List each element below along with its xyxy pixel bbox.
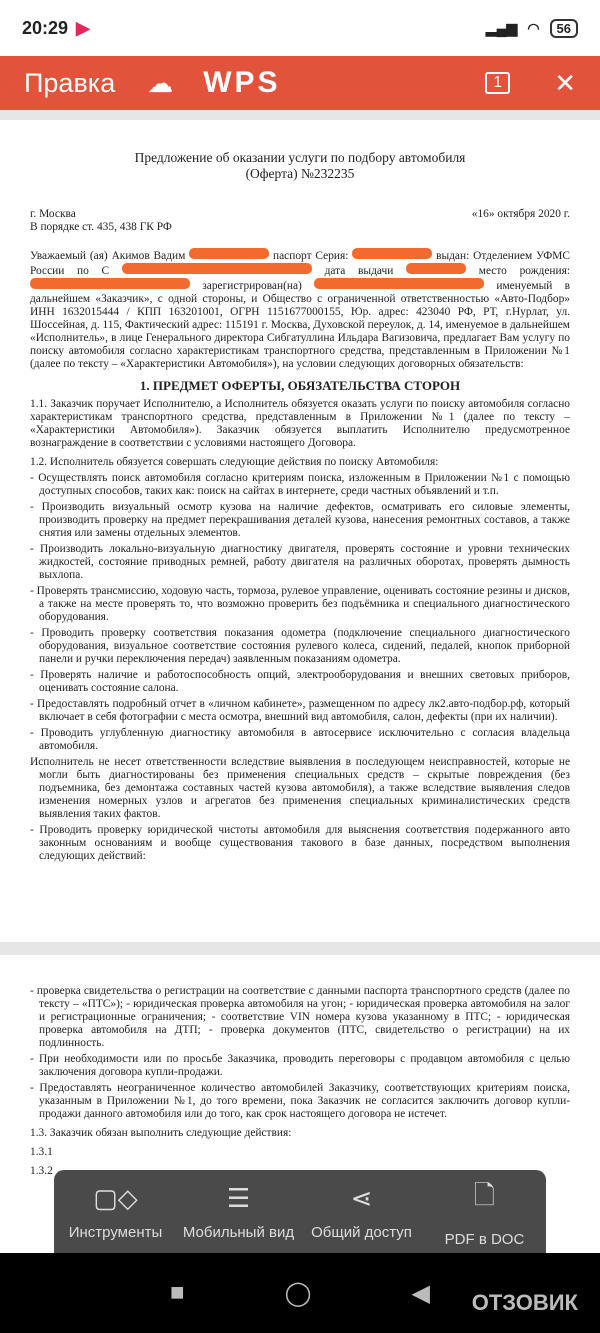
doc-basis: В порядке ст. 435, 438 ГК РФ [30,221,172,233]
list-item: - Предоставлять подробный отчет в «личном кабинете», размещенном по адресу лк2.авто-подбор.рф, который включает в себя фотографии с места осмотра, внешний вид автомобиля, салон, дефекты (при их наличии). [30,698,570,723]
bottom-toolbar [54,1170,546,1254]
list-item: - Проводить углубленную диагностику автомобиля в автосервисе исключительно с согласия владельца автомобиля. [30,727,570,752]
list-item: - При необходимости или по просьбе Заказчика, проводить переговоры с продавцом автомобиля с целью заключения договора купли-продажи. [30,1053,570,1078]
list-item: Исполнитель не несет ответственности вследствие выявления в последующем неисправностей, которые не могли быть диагностированы без применения специальных средств – скрытые повреждения (без подъемника, без демонтажа составных частей кузова автомобиля), а также вследствие выявления следов изменения номерных узлов и агрегатов без применения специальных криминалистических средств выявления таких фактов. [30,756,570,820]
list-item: - Проверять наличие и работоспособность опций, электрооборудования и внешних световых приборов, оценивать состояние салона. [30,669,570,694]
clause-1-1: 1.1. Заказчик поручает Исполнителю, а Исполнитель обязуется оказать услуги по поиску автомобиля согласно характеристикам транспортного средства, представленным в Приложении №1 (далее по тексту – «Характеристики Автомобиля»). Заказчик обязуется выплатить Исполнителю предусмотренное вознаграждение в соответствии с условиями настоящего Договора. [30,398,570,449]
clause-1-3: 1.3. Заказчик обязан выполнить следующие действия: [30,1127,292,1139]
doc-intro: Уважаемый (ая) Акимов Вадим паспорт Серия: выдан: Отделением УФМС России по С дата выдачи место рождения: зарегистрирован(на) именуемый в дальнейшем «Заказчик», с одной стороны, и Общество с ограниченной ответственностью «Авто-Подбор» ИНН 1632015444 / КПП 163201001, ОГРН 1151677000155, Юр. адрес: 423040 РФ, РТ, г.Нурлат, ул. Шоссейная, д. 115, Фактический адрес: 115191 г. Москва, Духовской переулок, д. 14, именуемое в дальнейшем «Исполнитель», в лице Генерального директора Сибгатуллина Ильдара Вагизовича, предлагает Вам услугу по поиску автомобиля согласно характеристикам транспортного средства, представленным в Приложении №1 (далее по тексту – «Характеристики Автомобиля»), на условии следующих договорных обязательств: [30,250,570,370]
list-item: - Проводить проверку соответствия показания одометра (подключение специального диагностического оборудования, визуальное соответствие состояния рулевого колеса, сидений, педалей, кнопок приборной панели и ручки переключения передач) заявленным показаниям одометра. [30,627,570,665]
list-item: - Производить локально-визуальную диагностику двигателя, проверять состояние и уровни технических жидкостей, состояние приводных ремней, работу двигателя на различных оборотах, проверять дымность выхлопа. [30,543,570,581]
status-bar [0,0,600,56]
back-icon[interactable]: ◀ [411,1279,430,1307]
upload-cloud-icon[interactable]: ☁ [147,67,174,98]
doc-title: Предложение об оказании услуги по подбору автомобиля [134,150,466,165]
clock: 20:29 [22,17,69,38]
list-item: - проверка свидетельства о регистрации на соответствие с данными паспорта транспортного средств (далее по тексту – «ПТС»); - юридическая проверка автомобиля на угон; - юридическая проверка автомобиля на залог и регистрационные ограничения; - соответствие VIN номера кузова указанному в ПТС; - юридическая проверка автомобиля на ДТП; - проверка документов (ПТС, свидетельство о регистрации) на их подлинность. [30,985,570,1049]
close-icon[interactable]: ✕ [554,67,576,98]
list-item: - Проверять трансмиссию, ходовую часть, тормоза, рулевое управление, оценивать состояние резины и дисков, а также на месте проверять то, что возможно проверить без подъёмника и специального диагностического оборудования. [30,585,570,623]
list-item: - Осуществлять поиск автомобиля согласно критериям поиска, изложенным в Приложении №1 с помощью доступных способов, таких как: поиск на сайтах в интернете, среди частных объявлений и т.п. [30,472,570,497]
edit-button[interactable]: Правка [24,67,116,98]
share-button[interactable]: ⋖ Общий доступ [311,1183,412,1241]
doc-city: г. Москва [30,208,76,220]
watermark: ОТЗОВИК [471,1290,578,1315]
page-count-button[interactable]: 1 [485,72,510,94]
battery-indicator: 56 [550,19,578,38]
tools-button[interactable]: ▢◇ Инструменты [68,1183,163,1241]
home-icon[interactable]: ◯ [284,1279,312,1307]
share-icon: ⋖ [350,1183,373,1213]
app-bar [0,56,600,110]
clause-1-2: 1.2. Исполнитель обязуется совершать следующие действия по поиску Автомобиля: [30,456,439,468]
clause-1-3-2: 1.3.2 [30,1165,53,1177]
doc-subtitle: (Оферта) №232235 [245,166,355,181]
section-heading: 1. ПРЕДМЕТ ОФЕРТЫ, ОБЯЗАТЕЛЬСТВА СТОРОН [139,378,461,393]
list-item: - Производить визуальный осмотр кузова на наличие дефектов, осматривать его силовые элементы, производить проверку на предмет перекрашивания деталей кузова, нанесения ремонтных составов, а также снятия или замены отдельных элементов. [30,501,570,539]
doc-date: «16» октября 2020 г. [471,208,570,220]
wps-logo: WPS [203,66,281,99]
clause-1-3-1: 1.3.1 [30,1146,53,1158]
list-item: - Предоставлять неограниченное количество автомобилей Заказчику, соответствующих критериям поиска, указанным в Приложении №1, до того времени, пока Заказчик не согласится заключить договор купли-продажи данного автомобиля или до того, как срок настоящего договора не истечет. [30,1082,570,1120]
pdf-to-doc-icon: 🗋 [474,1179,495,1210]
wifi-icon: ◠ [527,19,540,36]
list-item: - Проводить проверку юридической чистоты автомобиля для выяснения соответствия подержанного авто законным основаниям и вообще существования такового в базе данных, посредством выполнения следующих действий: [30,824,570,862]
signal-icon: ▂▄▆ [485,19,518,36]
document-page-1 [0,120,600,942]
mobile-view-icon: ☰ [226,1183,251,1213]
pdf-to-doc-button[interactable]: 🗋 PDF в DOC [423,1170,546,1254]
tools-icon: ▢◇ [93,1183,138,1213]
app-notification-icon: ▶ [76,17,90,38]
recents-icon[interactable]: ■ [170,1279,185,1306]
mobile-view-button[interactable]: ☰ Мобильный вид [182,1183,295,1241]
